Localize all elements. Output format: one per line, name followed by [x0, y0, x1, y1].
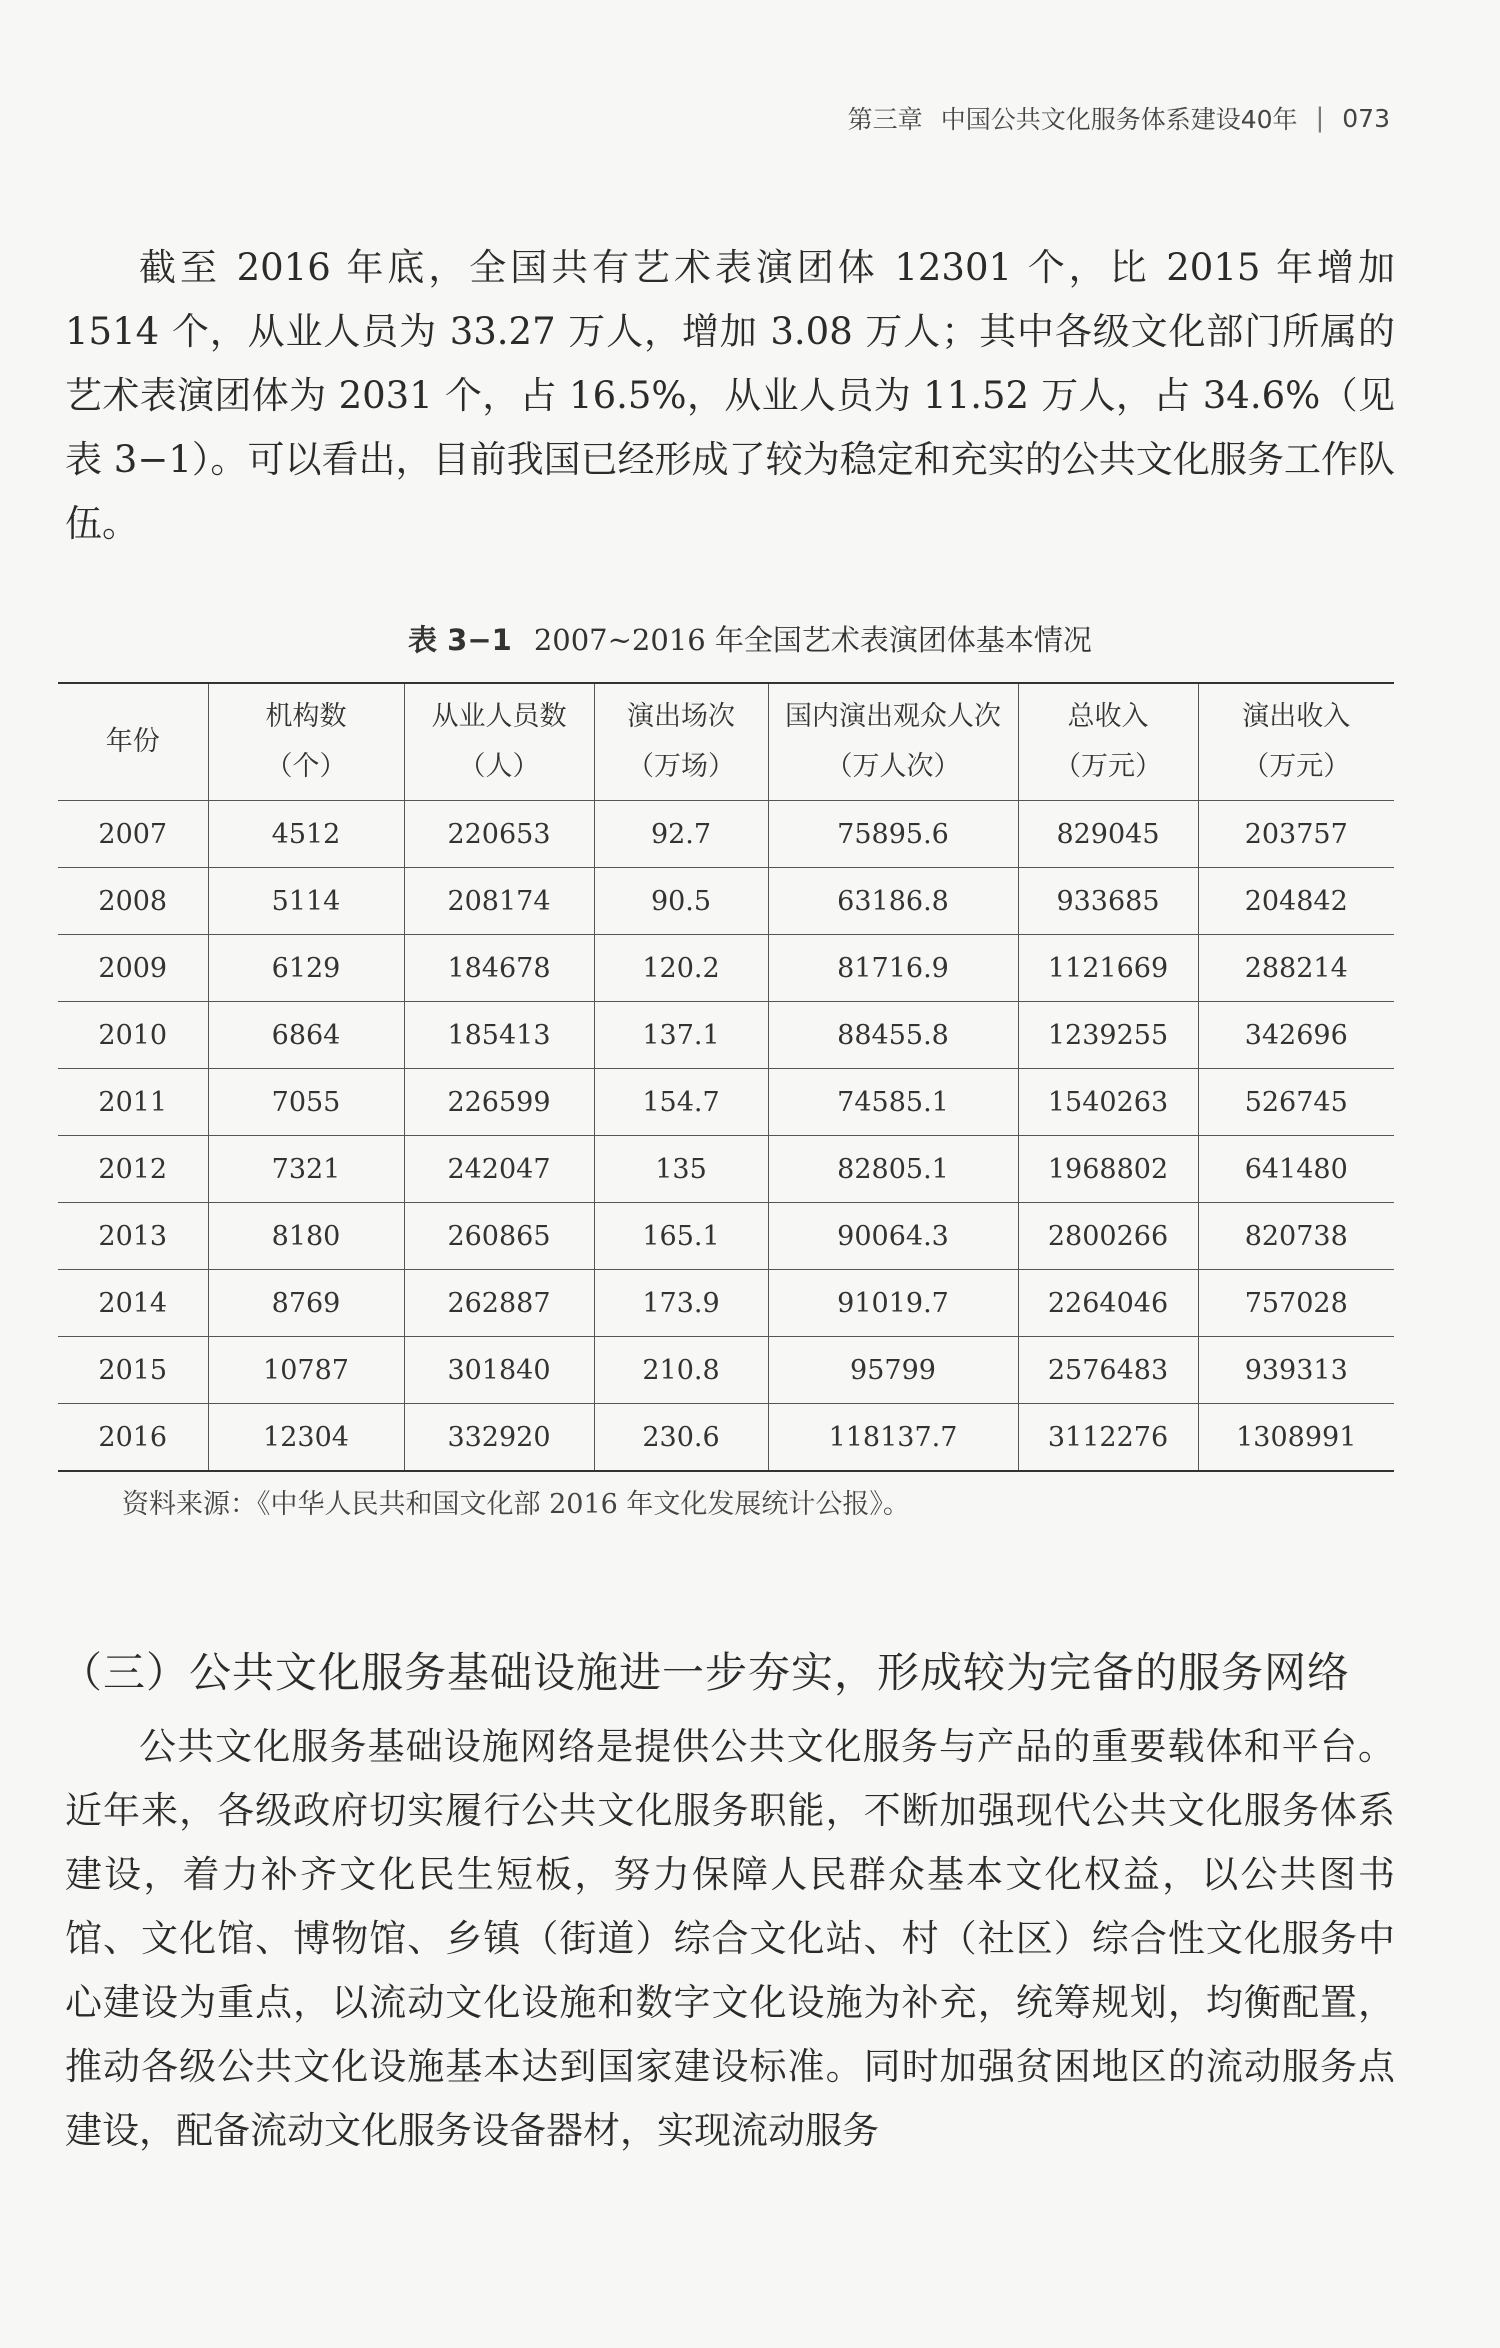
table-cell: 90064.3	[768, 1203, 1018, 1270]
table-header-cell	[768, 683, 1018, 801]
table-cell: 1239255	[1018, 1002, 1198, 1069]
table-cell: 242047	[404, 1136, 594, 1203]
table-cell: 5114	[208, 868, 404, 935]
table-row	[58, 935, 1394, 1002]
table-header-unit: （万元）	[1054, 751, 1162, 782]
table-cell: 2011	[58, 1069, 208, 1136]
table-cell: 75895.6	[768, 801, 1018, 868]
table-cell: 6864	[208, 1002, 404, 1069]
table-cell: 2012	[58, 1136, 208, 1203]
table-cell: 165.1	[594, 1203, 768, 1270]
table-header-unit: （万元）	[1242, 751, 1351, 782]
table-header-cell	[594, 683, 768, 801]
paragraph-infrastructure: 公共文化服务基础设施网络是提供公共文化服务与产品的重要载体和平台。近年来，各级政府切实履行公共文化服务职能，不断加强现代公共文化服务体系建设，着力补齐文化民生短板，努力保障人民群众基本文化权益，以公共图书馆、文化馆、博物馆、乡镇（街道）综合文化站、村（社区）综合性文化服务中心建设为重点，以流动文化设施和数字文化设施为补充，统筹规划，均衡配置，推动各级公共文化设施基本达到国家建设标准。同时加强贫困地区的流动服务点建设，配备流动文化服务设备器材，实现流动服务	[65, 1725, 1395, 2152]
table-cell: 2010	[58, 1002, 208, 1069]
table-header-cell	[1198, 683, 1394, 801]
table-cell: 173.9	[594, 1270, 768, 1337]
chapter-label: 第三章	[847, 105, 923, 134]
table-caption	[0, 618, 1500, 659]
table-row	[58, 868, 1394, 935]
table-cell: 939313	[1198, 1337, 1394, 1404]
table-header-unit: （个）	[265, 751, 347, 782]
table-header-unit: （万人次）	[825, 751, 961, 782]
table-cell: 90.5	[594, 868, 768, 935]
table-cell: 204842	[1198, 868, 1394, 935]
table-cell: 526745	[1198, 1069, 1394, 1136]
table-cell: 230.6	[594, 1404, 768, 1472]
table-cell: 3112276	[1018, 1404, 1198, 1472]
table-source-note: 资料来源：《中华人民共和国文化部 2016 年文化发展统计公报》。	[122, 1489, 910, 1520]
table-cell: 262887	[404, 1270, 594, 1337]
table-row	[58, 1337, 1394, 1404]
table-body	[58, 801, 1394, 1472]
table-header-cell	[404, 683, 594, 801]
table-header-row	[58, 683, 1394, 801]
table-cell: 2009	[58, 935, 208, 1002]
table-cell: 8769	[208, 1270, 404, 1337]
table-cell: 820738	[1198, 1203, 1394, 1270]
paragraph-artistic-troupes: 截至 2016 年底，全国共有艺术表演团体 12301 个，比 2015 年增加 1514 个，从业人员为 33.27 万人，增加 3.08 万人；其中各级文化部门所属的艺术表演团体为 2031 个，占 16.5%，从业人员为 11.52 万人，占 34.6%（见表 3−1）。可以看出，目前我国已经形成了较为稳定和充实的公共文化服务工作队伍。	[65, 246, 1395, 545]
table-cell: 1540263	[1018, 1069, 1198, 1136]
table-cell: 2014	[58, 1270, 208, 1337]
header-separator: |	[1315, 103, 1325, 133]
table-cell: 220653	[404, 801, 594, 868]
table-cell: 120.2	[594, 935, 768, 1002]
table-cell: 260865	[404, 1203, 594, 1270]
table-cell: 118137.7	[768, 1404, 1018, 1472]
table-cell: 2007	[58, 801, 208, 868]
table-cell: 933685	[1018, 868, 1198, 935]
table-cell: 210.8	[594, 1337, 768, 1404]
section-heading: （三）公共文化服务基础设施进一步夯实，形成较为完备的服务网络	[60, 1648, 1351, 1697]
table-header-name: 年份	[105, 726, 160, 757]
table-header-name: 演出收入	[1242, 701, 1351, 732]
table-row	[58, 1136, 1394, 1203]
table-caption-title: 2007~2016 年全国艺术表演团体基本情况	[533, 623, 1092, 657]
table-cell: 2015	[58, 1337, 208, 1404]
table-row	[58, 801, 1394, 868]
table-header-cell	[58, 683, 208, 801]
table-cell: 342696	[1198, 1002, 1394, 1069]
table-cell: 288214	[1198, 935, 1394, 1002]
table-cell: 185413	[404, 1002, 594, 1069]
table-cell: 1308991	[1198, 1404, 1394, 1472]
table-cell: 135	[594, 1136, 768, 1203]
table-cell: 226599	[404, 1069, 594, 1136]
table-cell: 1121669	[1018, 935, 1198, 1002]
table-header-name: 机构数	[265, 701, 347, 732]
table-caption-number: 表 3−1	[408, 623, 512, 657]
table-header-cell	[208, 683, 404, 801]
table-cell: 81716.9	[768, 935, 1018, 1002]
table-cell: 91019.7	[768, 1270, 1018, 1337]
table-cell: 88455.8	[768, 1002, 1018, 1069]
table-cell: 74585.1	[768, 1069, 1018, 1136]
running-header	[848, 100, 1390, 136]
troupe-statistics-table	[58, 682, 1394, 1472]
table-row	[58, 1404, 1394, 1472]
table-header-name: 国内演出观众人次	[785, 701, 1001, 732]
table-cell: 8180	[208, 1203, 404, 1270]
table-row	[58, 1002, 1394, 1069]
table-header-unit: （人）	[458, 751, 540, 782]
table-cell: 757028	[1198, 1270, 1394, 1337]
table-header-name: 从业人员数	[431, 701, 567, 732]
table-cell: 137.1	[594, 1002, 768, 1069]
table-cell: 2800266	[1018, 1203, 1198, 1270]
table-cell: 12304	[208, 1404, 404, 1472]
table-cell: 1968802	[1018, 1136, 1198, 1203]
table-cell: 6129	[208, 935, 404, 1002]
table-cell: 95799	[768, 1337, 1018, 1404]
table-row	[58, 1203, 1394, 1270]
page-number: 073	[1342, 103, 1390, 133]
table-cell: 2264046	[1018, 1270, 1198, 1337]
table-cell: 203757	[1198, 801, 1394, 868]
table-cell: 301840	[404, 1337, 594, 1404]
table-cell: 7055	[208, 1069, 404, 1136]
table-cell: 641480	[1198, 1136, 1394, 1203]
table-cell: 2016	[58, 1404, 208, 1472]
table-cell: 92.7	[594, 801, 768, 868]
table-cell: 829045	[1018, 801, 1198, 868]
table-cell: 332920	[404, 1404, 594, 1472]
table-cell: 4512	[208, 801, 404, 868]
table-cell: 63186.8	[768, 868, 1018, 935]
table-cell: 208174	[404, 868, 594, 935]
table-cell: 184678	[404, 935, 594, 1002]
table-cell: 2013	[58, 1203, 208, 1270]
table-cell: 2008	[58, 868, 208, 935]
table-cell: 2576483	[1018, 1337, 1198, 1404]
table-cell: 82805.1	[768, 1136, 1018, 1203]
table-header-name: 总收入	[1067, 701, 1149, 732]
table-cell: 7321	[208, 1136, 404, 1203]
table-header-cell	[1018, 683, 1198, 801]
table-header-name: 演出场次	[627, 701, 735, 732]
table-cell: 10787	[208, 1337, 404, 1404]
table-cell: 154.7	[594, 1069, 768, 1136]
table-row	[58, 1270, 1394, 1337]
table-header-unit: （万场）	[627, 751, 735, 782]
chapter-title: 中国公共文化服务体系建设40年	[940, 105, 1298, 134]
table-row	[58, 1069, 1394, 1136]
